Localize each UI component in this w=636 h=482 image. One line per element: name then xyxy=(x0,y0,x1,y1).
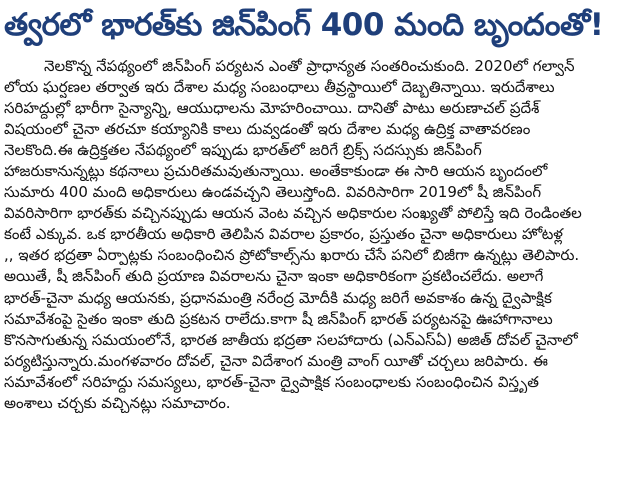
article-line: నెలకొంది.ఈ ఉద్రిక్తతల నేపథ్యంలో ఇప్పుడు భారత్‌లో జరిగే బ్రిక్స్ సదస్సుకు జిన్‌పింగ్ xyxy=(4,141,482,160)
article-line: అంశాలు చర్చకు వచ్చినట్లు సమాచారం. xyxy=(4,393,231,412)
article-line: అయితే, షీ జిన్‌పింగ్ తుది ప్రయాణ వివరాలను చైనా ఇంకా అధికారికంగా ప్రకటించలేదు. అలాగే xyxy=(4,267,544,286)
article-line: ,, ఇతర భద్రతా ఏర్పాట్లకు సంబంధించిన ప్రోటోకాల్స్‌ను ఖరారు చేసే పనిలో బిజీగా ఉన్నట్లు తెలిపారు. xyxy=(4,246,580,265)
article-line: లోయ ఘర్షణల తర్వాత ఇరు దేశాల మధ్య సంబంధాలు తీవ్రస్థాయిలో దెబ్బతిన్నాయి. ఇరుదేశాలు xyxy=(4,78,555,97)
article-line: సరిహద్దుల్లో భారీగా సైన్యాన్ని, ఆయుధాలను మోహరించాయి. దానితో పాటు అరుణాచల్ ప్రదేశ్ xyxy=(4,99,540,118)
article-line: నెలకొన్న నేపథ్యంలో జిన్‌పింగ్ పర్యటన ఎంతో ప్రాధాన్యత సంతరించుకుంది. 2020లో గల్వాన్ xyxy=(44,57,575,75)
article-line: కొనసాగుతున్న సమయంలోనే, భారత జాతీయ భద్రతా సలహాదారు (ఎన్ఎస్ఏ) అజిత్ దోవల్ చైనాలో xyxy=(4,330,578,349)
article-line: భారత్-చైనా మధ్య ఆయనకు, ప్రధానమంత్రి నరేంద్ర మోదీకి మధ్య జరిగే అవకాశం ఉన్న ద్వైపాక్షిక xyxy=(4,288,552,307)
article-line: హాజరుకానున్నట్లు కథనాలు ప్రచురితమవుతున్నాయి. అంతేకాకుండా ఈ సారి ఆయన బృందంలో xyxy=(4,162,548,181)
article-headline: త్వరలో భారత్‌కు జిన్‌పింగ్ 400 మంది బృందంతో! xyxy=(4,7,604,43)
article-line: సమావేశంపై సైతం ఇంకా తుది ప్రకటన రాలేదు.కాగా షీ జిన్‌పింగ్ భారత్ పర్యటనపై ఊహాగానాలు xyxy=(4,309,553,328)
article-line: సుమారు 400 మంది అధికారులు ఉండవచ్చని తెలుస్తోంది. వివరిసారిగా 2019లో షీ జిన్‌పింగ్ xyxy=(4,183,542,202)
article-line: విషయంలో చైనా తరచూ కయ్యానికి కాలు దువ్వడంతో ఇరు దేశాల మధ్య ఉద్రిక్త వాతావరణం xyxy=(4,120,531,139)
article-line: వివరిసారిగా భారత్‌కు వచ్చినప్పుడు ఆయన వెంట వచ్చిన అధికారుల సంఖ్యతో పోలిస్తే ఇది రెండింతల xyxy=(4,204,582,223)
article-body xyxy=(4,56,626,478)
article-line: కంటే ఎక్కువ. ఒక భారతీయ అధికారి తెలిపిన వివరాల ప్రకారం, ప్రస్తుతం చైనా అధికారులు హోటళ్ల xyxy=(4,225,563,244)
article-line: పర్యటిస్తున్నారు.మంగళవారం దోవల్, చైనా విదేశాంగ మంత్రి వాంగ్ యీతో చర్చలు జరిపారు. ఈ xyxy=(4,351,548,370)
article-line: సమావేశంలో సరిహద్దు సమస్యలు, భారత్-చైనా ద్వైపాక్షిక సంబంధాలకు సంబంధించిన విస్తృత xyxy=(4,372,539,391)
